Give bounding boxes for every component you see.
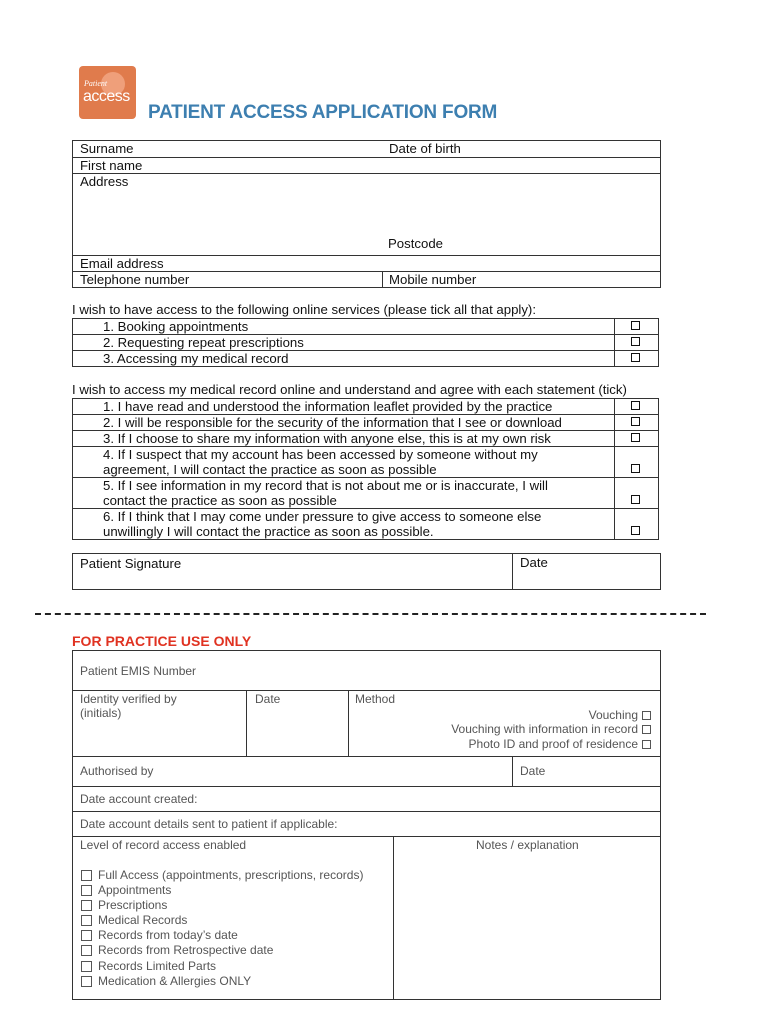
agreement-checkbox[interactable]	[631, 401, 640, 410]
access-level-option: Full Access (appointments, prescriptions, records)	[98, 868, 364, 882]
emis-label: Patient EMIS Number	[80, 664, 197, 678]
method-option: Photo ID and proof of residence	[468, 737, 638, 751]
dob-label: Date of birth	[389, 141, 461, 156]
details-sent-label: Date account details sent to patient if applicable:	[80, 817, 338, 831]
identity-date-label: Date	[255, 692, 281, 706]
service-item: 1. Booking appointments	[103, 319, 249, 334]
mobile-label: Mobile number	[389, 272, 477, 287]
access-level-option: Records from Retrospective date	[98, 943, 274, 957]
method-checkbox[interactable]	[642, 725, 651, 734]
patient-access-logo	[79, 66, 136, 119]
service-checkbox[interactable]	[631, 337, 640, 346]
access-level-option: Records from today’s date	[98, 928, 238, 942]
agreement-item: 4. If I suspect that my account has been accessed by someone without my	[103, 447, 538, 462]
postcode-label: Postcode	[388, 236, 443, 251]
access-level-checkbox[interactable]	[81, 915, 92, 926]
access-level-option: Medical Records	[98, 913, 188, 927]
access-level-option: Prescriptions	[98, 898, 168, 912]
method-checkbox[interactable]	[642, 740, 651, 749]
form-title: PATIENT ACCESS APPLICATION FORM	[148, 102, 498, 123]
access-level-checkbox[interactable]	[81, 976, 92, 987]
access-level-option: Appointments	[98, 883, 172, 897]
agreement-checkbox[interactable]	[631, 433, 640, 442]
account-created-label: Date account created:	[80, 792, 198, 806]
service-checkbox[interactable]	[631, 321, 640, 330]
notes-label: Notes / explanation	[476, 838, 579, 852]
cut-line-divider	[35, 613, 706, 615]
access-level-checkbox[interactable]	[81, 870, 92, 881]
logo-big-text: access	[83, 88, 130, 105]
access-level-label: Level of record access enabled	[80, 838, 247, 852]
service-checkbox[interactable]	[631, 353, 640, 362]
method-option: Vouching with information in record	[451, 722, 638, 736]
authorised-by-label: Authorised by	[80, 764, 154, 778]
identity-label-2: (initials)	[80, 706, 122, 720]
logo-small-text: Patient	[84, 79, 108, 88]
signature-label: Patient Signature	[80, 556, 182, 571]
first-name-label: First name	[80, 158, 143, 173]
access-level-checkbox[interactable]	[81, 885, 92, 896]
access-level-checkbox[interactable]	[81, 961, 92, 972]
agreement-item: 5. If I see information in my record that is not about me or is inaccurate, I will	[103, 478, 548, 493]
address-label: Address	[80, 174, 129, 189]
signature-date-label: Date	[520, 555, 548, 570]
agreement-item: 6. If I think that I may come under pressure to give access to someone else	[103, 509, 542, 524]
agreement-item: agreement, I will contact the practice as soon as possible	[103, 462, 437, 477]
identity-label: Identity verified by	[80, 692, 177, 706]
access-level-checkbox[interactable]	[81, 930, 92, 941]
authorised-date-label: Date	[520, 764, 546, 778]
access-level-option: Medication & Allergies ONLY	[98, 974, 252, 988]
access-level-checkbox[interactable]	[81, 900, 92, 911]
agreement-item: contact the practice as soon as possible	[103, 493, 337, 508]
agreement-checkbox[interactable]	[631, 464, 640, 473]
agreement-item: 1. I have read and understood the information leaflet provided by the practice	[103, 399, 553, 414]
access-level-option: Records Limited Parts	[98, 959, 217, 973]
agreement-checkbox[interactable]	[631, 417, 640, 426]
method-checkbox[interactable]	[642, 711, 651, 720]
agreement-item: 2. I will be responsible for the security of the information that I see or download	[103, 415, 562, 430]
telephone-label: Telephone number	[80, 272, 190, 287]
service-item: 3. Accessing my medical record	[103, 351, 289, 366]
agreement-checkbox[interactable]	[631, 526, 640, 535]
email-label: Email address	[80, 256, 164, 271]
access-level-checkbox[interactable]	[81, 945, 92, 956]
practice-use-heading: FOR PRACTICE USE ONLY	[72, 633, 252, 649]
agreement-checkbox[interactable]	[631, 495, 640, 504]
service-item: 2. Requesting repeat prescriptions	[103, 335, 304, 350]
method-option: Vouching	[588, 708, 638, 722]
agreement-item: 3. If I choose to share my information with anyone else, this is at my own risk	[103, 431, 551, 446]
agreement-intro: I wish to access my medical record online and understand and agree with each statement (tick)	[72, 382, 627, 397]
method-label: Method	[355, 692, 396, 706]
services-intro: I wish to have access to the following online services (please tick all that apply):	[72, 302, 536, 317]
agreement-item: unwillingly I will contact the practice as soon as possible.	[103, 524, 434, 539]
surname-label: Surname	[80, 141, 134, 156]
